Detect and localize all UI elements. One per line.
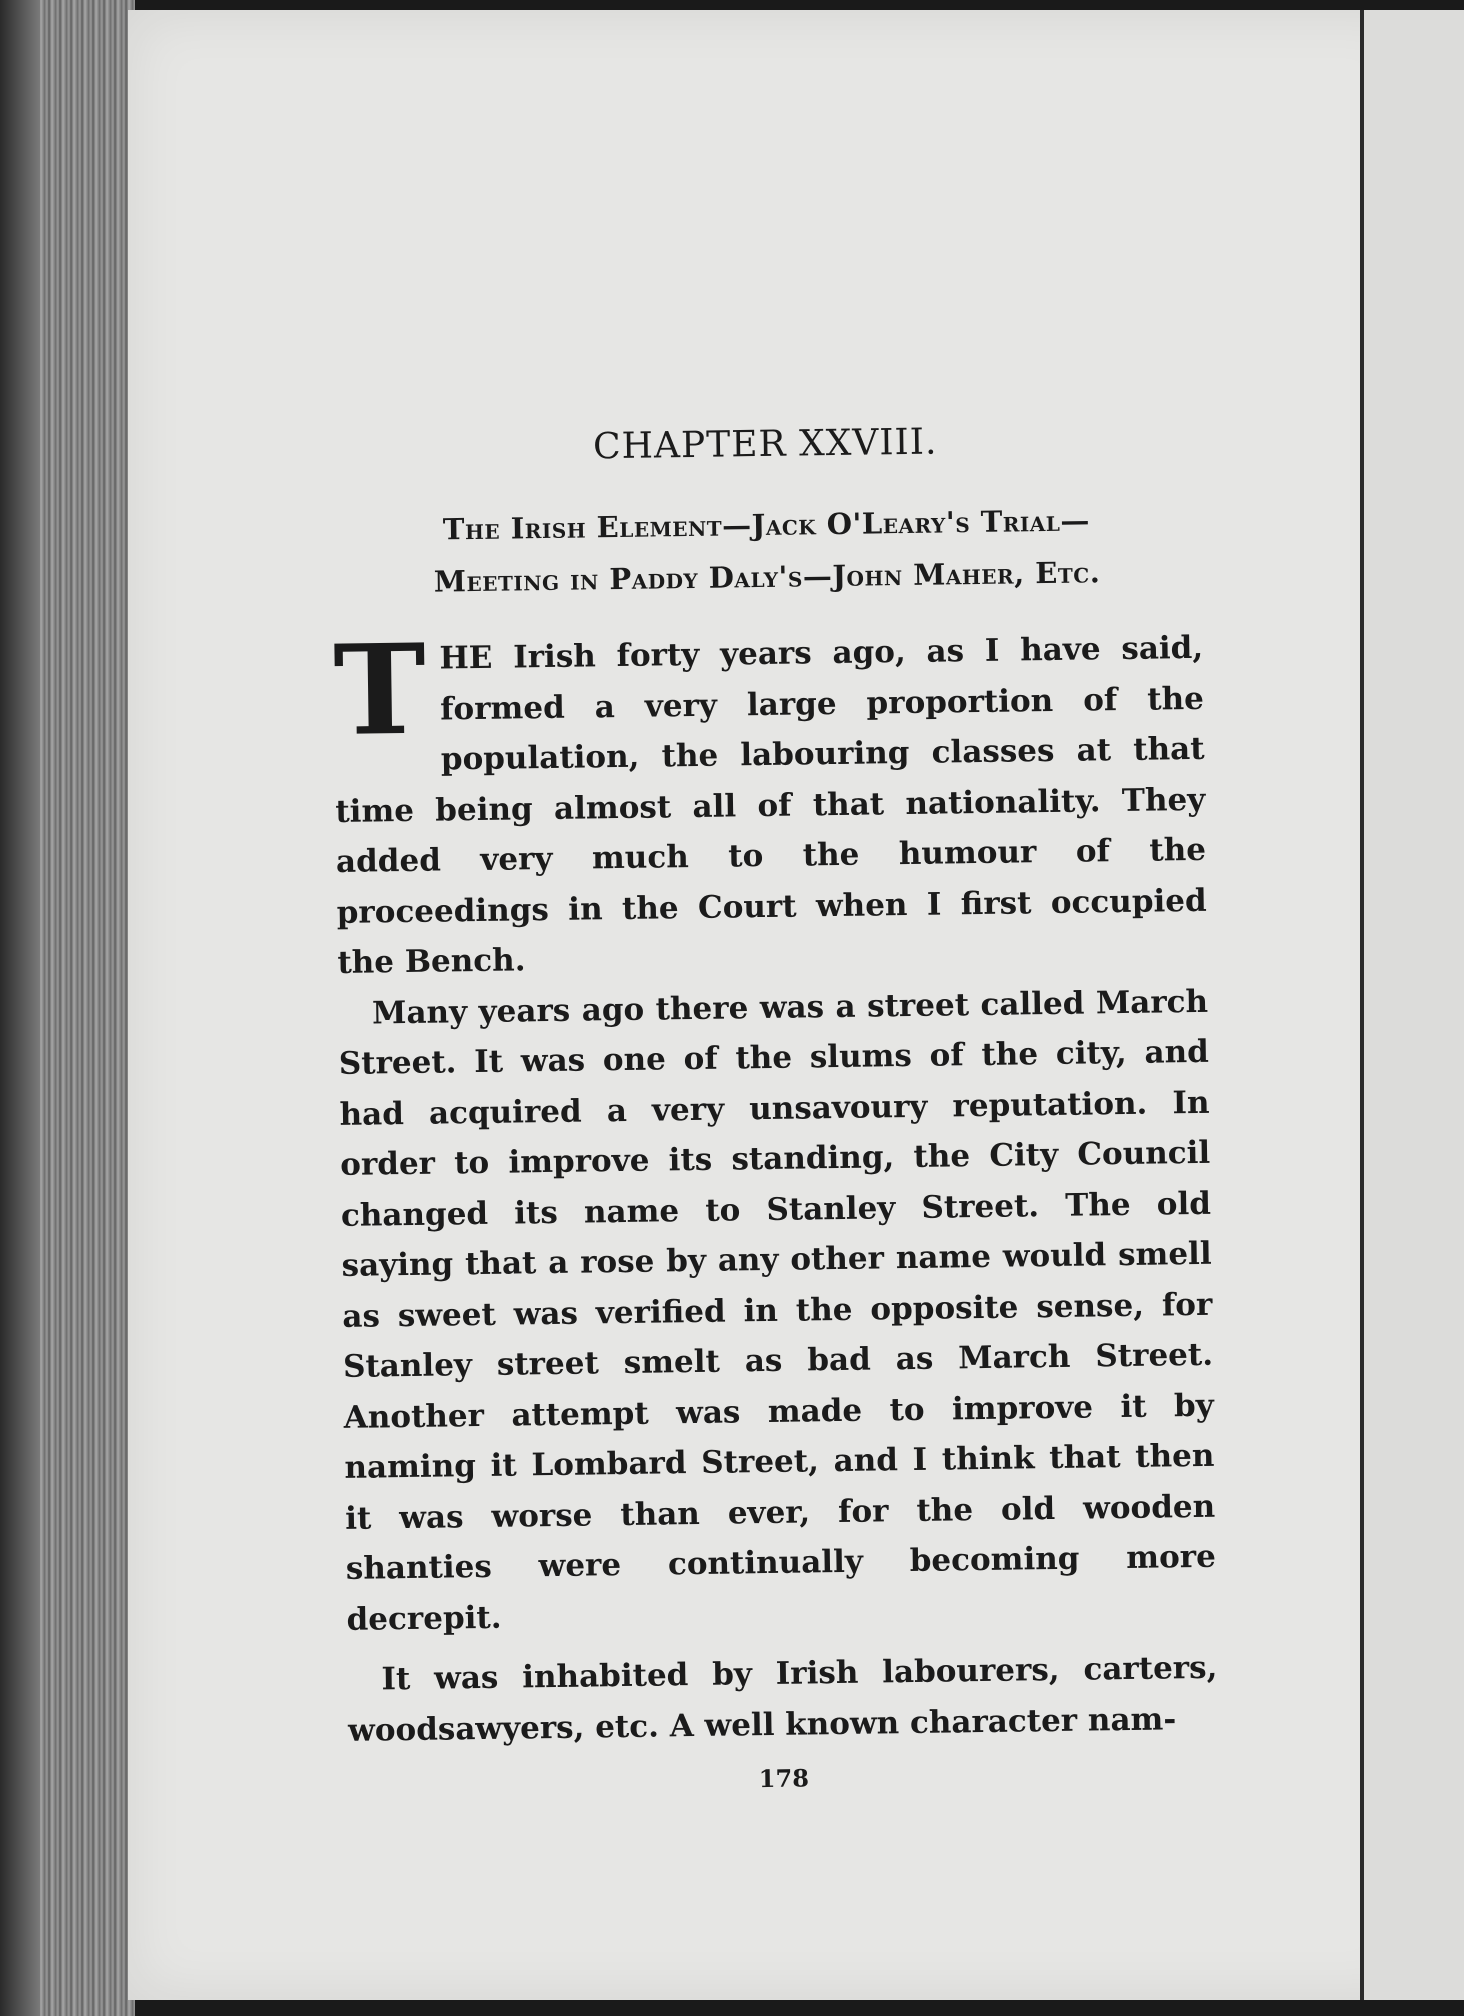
chapter-title: CHAPTER XXVIII. xyxy=(592,421,938,468)
page-stack-edge xyxy=(0,0,135,2016)
chapter-subtitle xyxy=(331,493,1202,609)
paragraph-1 xyxy=(332,617,1208,989)
page-number: 178 xyxy=(758,1763,810,1794)
paragraph-3: It was inhabited by Irish labourers, carters, woodsawyers, etc. A well known character nam- xyxy=(347,1649,1218,1749)
facing-page-strip xyxy=(1364,10,1464,2000)
body-text xyxy=(332,617,1219,1756)
subtitle-line-1: The Irish Element—Jack O'Leary's Trial— xyxy=(442,503,1091,547)
paragraph-1-text: HE Irish forty years ago, as I have said, formed a very large proportion of the population, the labouring classes at that time being almost all of that nationality. They added very much to the humour of the proceedings in the Court when I first occupied the Bench. xyxy=(335,629,1207,981)
drop-cap: T xyxy=(332,617,427,764)
subtitle-line-2: Meeting in Paddy Daly's—John Maher, Etc. xyxy=(433,555,1101,599)
paragraph-2: Many years ago there was a street called March Street. It was one of the slums of the city, and had acquired a very unsavoury reputation. In order to improve its standing, the City Council changed its name to Stanley Street. The old saying that a rose by any other name would smell as sweet was verified in the opposite sense, for Stanley street smelt as bad as March Street. Another attempt was made to improve it by naming it Lombard Street, and I think that then it was worse than ever, for the old wooden shanties were continually becoming more decrepit. xyxy=(338,983,1217,1638)
text-block xyxy=(330,418,1219,1799)
